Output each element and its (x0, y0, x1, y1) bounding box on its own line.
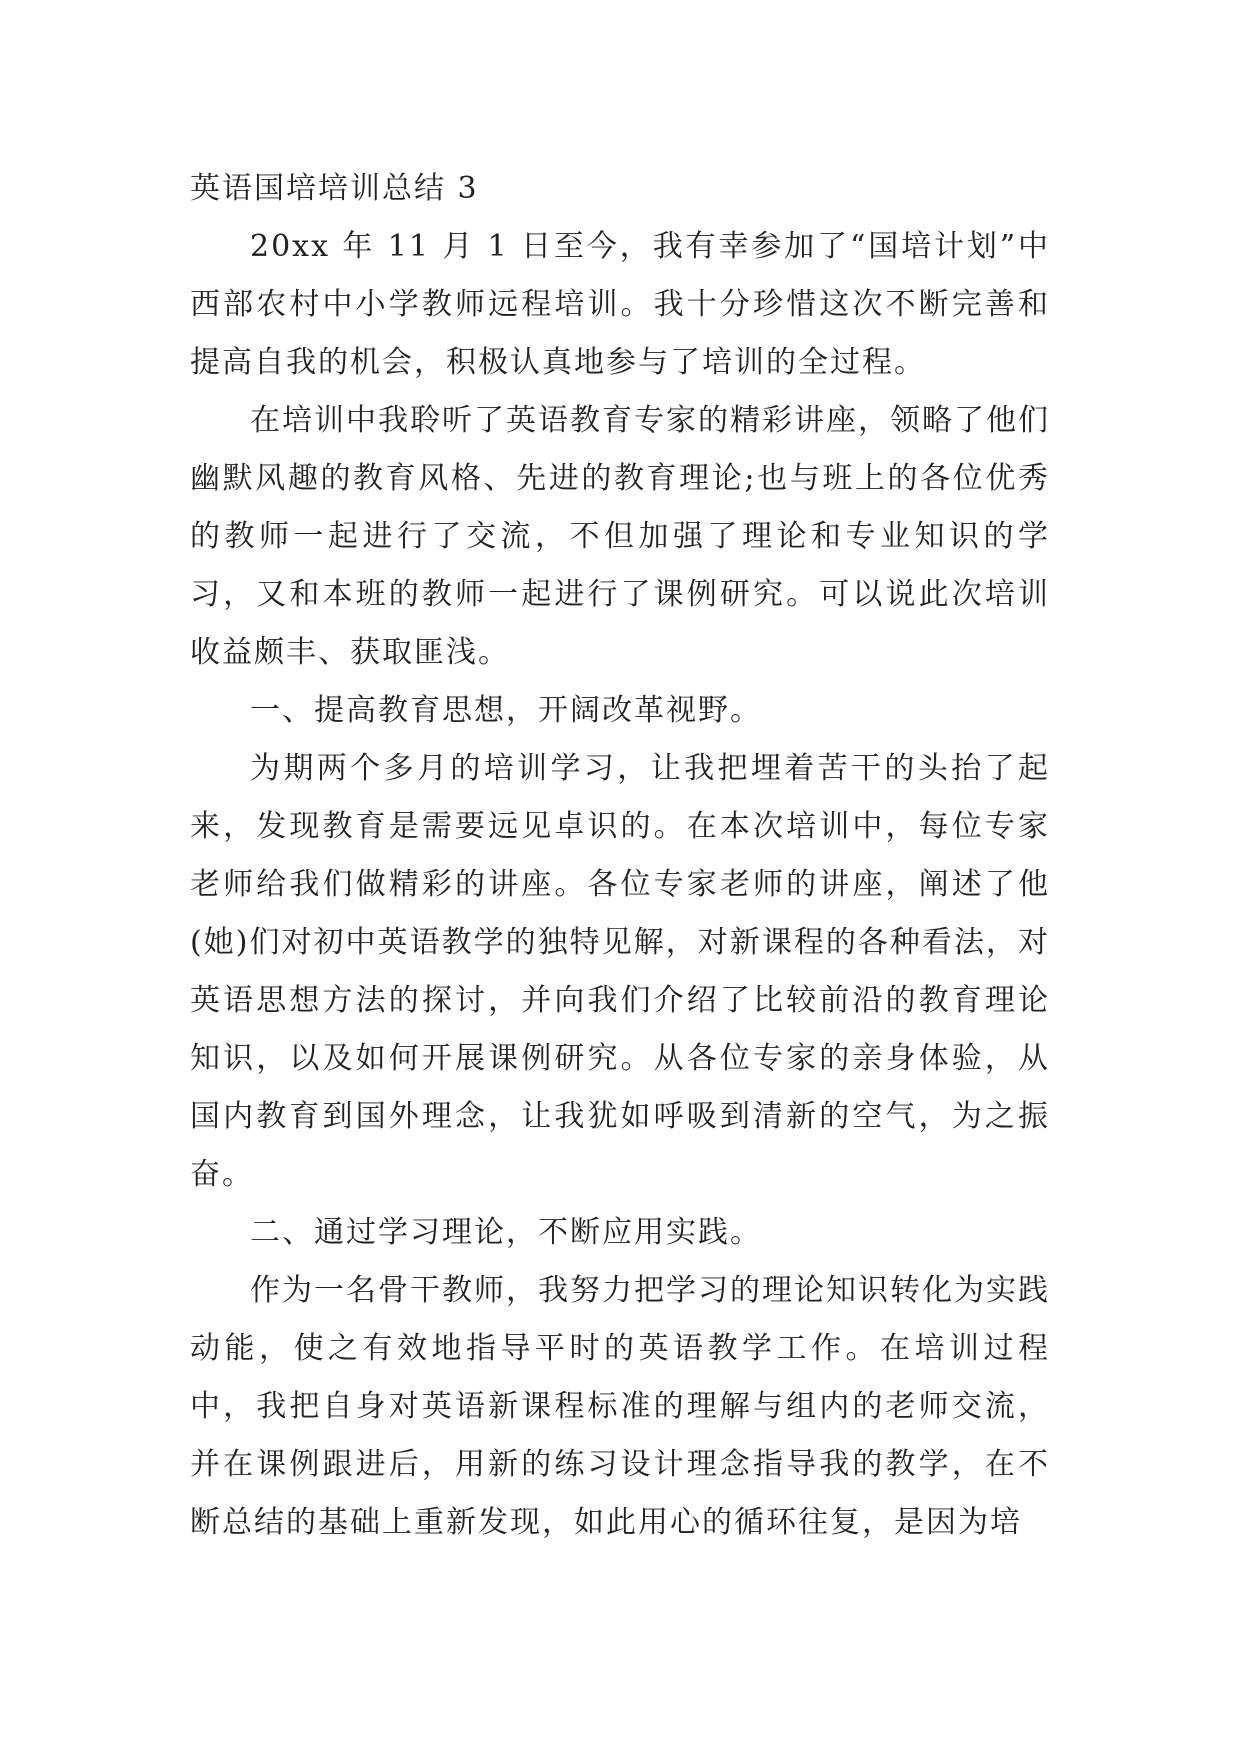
document-title: 英语国培培训总结 3 (190, 171, 479, 206)
paragraph-section-2: 作为一名骨干教师，我努力把学习的理论知识转化为实践动能，使之有效地指导平时的英语教学工作。在培训过程中，我把自身对英语新课程标准的理解与组内的老师交流，并在课例跟进后，用新的练习设计理念指导我的教学，在不断总结的基础上重新发现，如此用心的循环往复，是因为培 (190, 1273, 1050, 1540)
section-heading-1: 一、提高教育思想，开阔改革视野。 (250, 693, 762, 728)
paragraph-lectures: 在培训中我聆听了英语教育专家的精彩讲座，领略了他们幽默风趣的教育风格、先进的教育理论;也与班上的各位优秀的教师一起进行了交流，不但加强了理论和专业知识的学习，又和本班的教师一起进行了课例研究。可以说此次培训收益颇丰、获取匪浅。 (190, 403, 1050, 670)
document-body (190, 160, 1050, 1552)
section-heading-2: 二、通过学习理论，不断应用实践。 (250, 1215, 762, 1250)
paragraph-intro: 20xx 年 11 月 1 日至今，我有幸参加了“国培计划”中西部农村中小学教师远程培训。我十分珍惜这次不断完善和提高自我的机会，积极认真地参与了培训的全过程。 (190, 229, 1050, 380)
paragraph-section-1: 为期两个多月的培训学习，让我把埋着苦干的头抬了起来，发现教育是需要远见卓识的。在本次培训中，每位专家老师给我们做精彩的讲座。各位专家老师的讲座，阐述了他(她)们对初中英语教学的独特见解，对新课程的各种看法，对英语思想方法的探讨，并向我们介绍了比较前沿的教育理论知识，以及如何开展课例研究。从各位专家的亲身体验，从国内教育到国外理念，让我犹如呼吸到清新的空气，为之振奋。 (190, 751, 1050, 1192)
